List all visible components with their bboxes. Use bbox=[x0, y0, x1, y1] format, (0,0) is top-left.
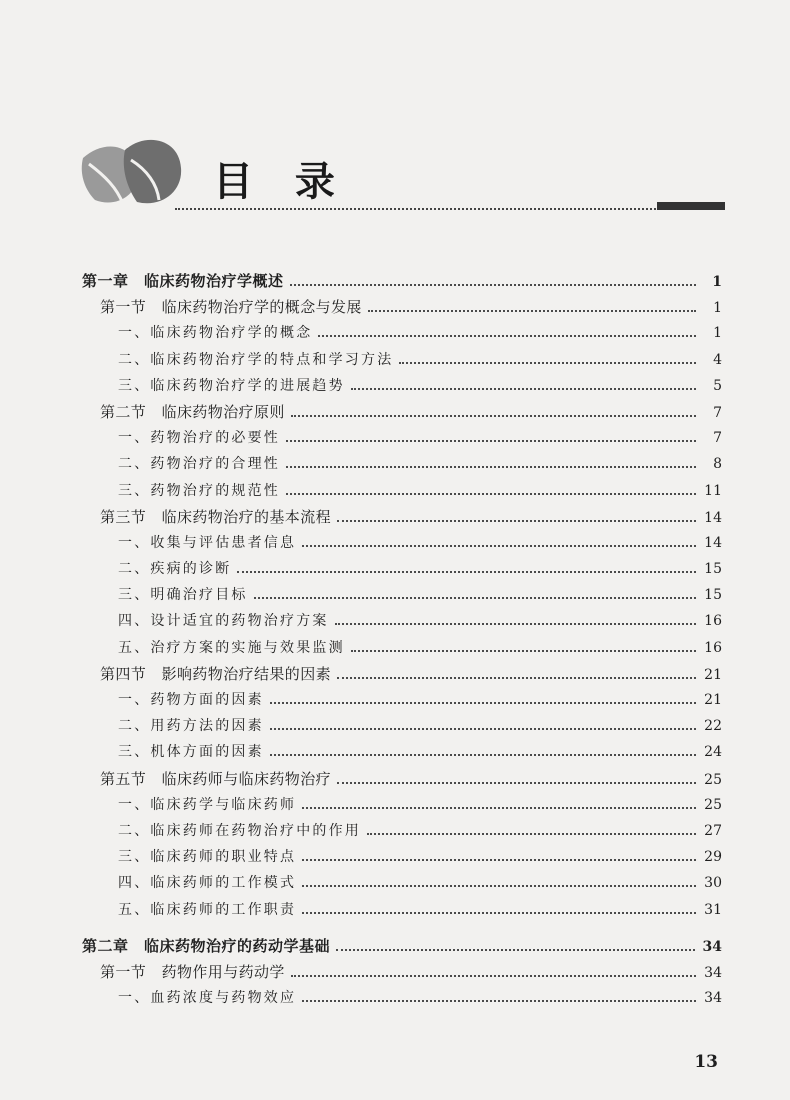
toc-page-number: 11 bbox=[704, 482, 722, 499]
toc-entry[interactable] bbox=[82, 453, 722, 479]
toc-page-number: 34 bbox=[702, 938, 722, 955]
toc-label: 第五节 临床药师与临床药物治疗 bbox=[100, 769, 332, 788]
toc-label: 二、临床药师在药物治疗中的作用 bbox=[118, 822, 361, 839]
toc-page-number: 1 bbox=[712, 274, 722, 290]
toc-chapter[interactable] bbox=[82, 935, 722, 961]
toc-page-number: 31 bbox=[704, 901, 722, 918]
toc-entry[interactable] bbox=[82, 872, 722, 898]
toc-label: 一、药物治疗的必要性 bbox=[118, 430, 280, 447]
toc-label: 四、临床药师的工作模式 bbox=[118, 875, 297, 892]
dot-leader bbox=[337, 519, 696, 522]
dot-leader bbox=[336, 948, 695, 951]
dot-leader bbox=[302, 544, 696, 547]
toc-section[interactable] bbox=[82, 663, 722, 689]
toc-entry[interactable] bbox=[82, 899, 722, 925]
toc-label: 三、药物治疗的规范性 bbox=[118, 482, 280, 499]
dot-leader bbox=[318, 334, 696, 337]
page-title: 目 录 bbox=[213, 159, 349, 205]
dot-leader bbox=[302, 884, 696, 887]
toc-entry[interactable] bbox=[82, 689, 722, 715]
toc-page-number: 8 bbox=[713, 456, 722, 473]
toc-page-number: 7 bbox=[713, 430, 722, 447]
toc-page-number: 34 bbox=[704, 964, 722, 981]
toc-section[interactable] bbox=[82, 296, 722, 322]
toc-label: 四、设计适宜的药物治疗方案 bbox=[118, 613, 329, 630]
toc-label: 一、临床药学与临床药师 bbox=[118, 796, 297, 813]
toc-label: 二、用药方法的因素 bbox=[118, 718, 264, 735]
toc-page-number: 1 bbox=[713, 325, 722, 342]
dot-leader bbox=[270, 753, 696, 756]
dot-leader bbox=[399, 361, 696, 364]
toc-label: 一、血药浓度与药物效应 bbox=[118, 990, 297, 1007]
toc-page-number: 24 bbox=[704, 744, 722, 761]
toc-entry[interactable] bbox=[82, 715, 722, 741]
toc-page-number: 14 bbox=[704, 509, 722, 526]
toc-page-number: 7 bbox=[713, 404, 722, 421]
dot-leader bbox=[302, 858, 696, 861]
toc-page-number: 27 bbox=[704, 822, 722, 839]
toc-label: 一、收集与评估患者信息 bbox=[118, 534, 297, 551]
toc-entry[interactable] bbox=[82, 846, 722, 872]
toc-page-number: 1 bbox=[713, 300, 722, 317]
toc-section[interactable] bbox=[82, 961, 722, 987]
leaf-icon bbox=[75, 130, 185, 220]
dot-leader bbox=[367, 832, 696, 835]
toc-section[interactable] bbox=[82, 401, 722, 427]
toc-label: 五、治疗方案的实施与效果监测 bbox=[118, 639, 345, 656]
toc-page-number: 30 bbox=[704, 875, 722, 892]
toc-page-number: 25 bbox=[704, 796, 722, 813]
toc-page-number: 16 bbox=[704, 613, 722, 630]
toc-chapter[interactable] bbox=[82, 270, 722, 296]
dot-leader bbox=[335, 622, 696, 625]
dot-leader bbox=[351, 387, 696, 390]
dot-leader bbox=[368, 309, 696, 312]
toc-page-number: 16 bbox=[704, 639, 722, 656]
toc-entry[interactable] bbox=[82, 558, 722, 584]
toc-label: 三、临床药物治疗学的进展趋势 bbox=[118, 377, 345, 394]
toc-label: 第四节 影响药物治疗结果的因素 bbox=[100, 664, 332, 683]
toc-page-number: 29 bbox=[704, 849, 722, 866]
dot-leader bbox=[286, 439, 696, 442]
toc-entry[interactable] bbox=[82, 427, 722, 453]
dot-leader bbox=[286, 465, 696, 468]
dot-leader bbox=[290, 283, 696, 286]
toc-label: 三、临床药师的职业特点 bbox=[118, 849, 297, 866]
dot-leader bbox=[302, 806, 696, 809]
dot-leader bbox=[302, 999, 696, 1002]
toc-page-number: 34 bbox=[704, 990, 722, 1007]
toc-entry[interactable] bbox=[82, 584, 722, 610]
dot-leader bbox=[302, 911, 696, 914]
toc-page-number: 15 bbox=[704, 587, 722, 604]
toc-entry[interactable] bbox=[82, 741, 722, 767]
toc-label: 一、临床药物治疗学的概念 bbox=[118, 325, 313, 342]
toc-label: 第三节 临床药物治疗的基本流程 bbox=[100, 507, 332, 526]
toc-label: 二、临床药物治疗学的特点和学习方法 bbox=[118, 351, 394, 368]
toc-entry[interactable] bbox=[82, 480, 722, 506]
dot-leader bbox=[237, 570, 696, 573]
toc-entry[interactable] bbox=[82, 987, 722, 1013]
toc-label: 二、疾病的诊断 bbox=[118, 561, 232, 578]
toc-label: 五、临床药师的工作职责 bbox=[118, 901, 297, 918]
toc-label: 第一节 临床药物治疗学的概念与发展 bbox=[100, 298, 362, 317]
toc-header bbox=[75, 130, 725, 220]
toc-page-number: 21 bbox=[704, 692, 722, 708]
toc-label: 第二节 临床药物治疗原则 bbox=[100, 402, 285, 421]
toc-section[interactable] bbox=[82, 768, 722, 794]
toc-entry[interactable] bbox=[82, 375, 722, 401]
chapter-gap bbox=[82, 925, 722, 935]
dot-leader bbox=[270, 701, 696, 704]
toc-page-number: 5 bbox=[713, 377, 722, 394]
toc-entry[interactable] bbox=[82, 349, 722, 375]
toc-label: 二、药物治疗的合理性 bbox=[118, 456, 280, 473]
toc-page-number: 15 bbox=[704, 561, 722, 578]
title-divider bbox=[175, 208, 715, 210]
toc-label: 第二章 临床药物治疗的药动学基础 bbox=[82, 936, 331, 955]
toc-label: 第一节 药物作用与药动学 bbox=[100, 962, 285, 981]
dot-leader bbox=[291, 414, 696, 417]
toc-entry[interactable] bbox=[82, 637, 722, 663]
toc-section[interactable] bbox=[82, 506, 722, 532]
toc-page-number: 21 bbox=[704, 666, 722, 683]
toc-entry[interactable] bbox=[82, 794, 722, 820]
toc-entry[interactable] bbox=[82, 610, 722, 636]
dot-leader bbox=[337, 676, 696, 679]
dot-leader bbox=[254, 596, 696, 599]
toc-label: 三、明确治疗目标 bbox=[118, 587, 248, 604]
dot-leader bbox=[291, 974, 696, 977]
toc-page-number: 25 bbox=[704, 771, 722, 788]
table-of-contents bbox=[82, 270, 722, 1013]
dot-leader bbox=[337, 781, 696, 784]
toc-label: 一、药物方面的因素 bbox=[118, 692, 264, 708]
toc-page-number: 22 bbox=[704, 718, 722, 735]
toc-entry[interactable] bbox=[82, 532, 722, 558]
title-divider-bar bbox=[657, 202, 725, 210]
toc-entry[interactable] bbox=[82, 820, 722, 846]
toc-label: 三、机体方面的因素 bbox=[118, 744, 264, 761]
toc-page-number: 14 bbox=[704, 534, 722, 551]
toc-label: 第一章 临床药物治疗学概述 bbox=[82, 272, 284, 290]
dot-leader bbox=[286, 492, 696, 495]
dot-leader bbox=[270, 727, 696, 730]
toc-page-number: 4 bbox=[713, 351, 722, 368]
dot-leader bbox=[351, 649, 696, 652]
toc-entry[interactable] bbox=[82, 322, 722, 348]
page-number: 13 bbox=[694, 1052, 718, 1072]
